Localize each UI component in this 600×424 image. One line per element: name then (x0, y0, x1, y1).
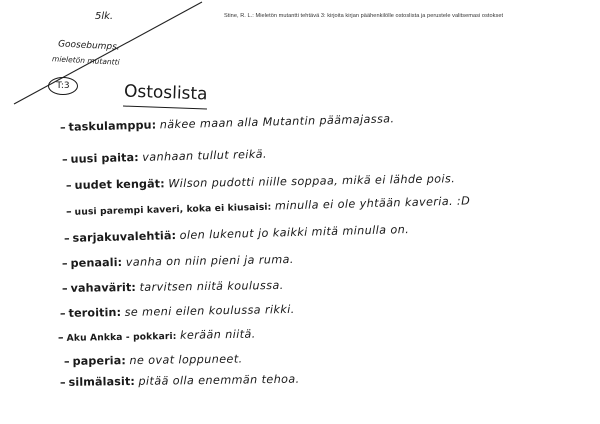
list-bullet: – (57, 330, 64, 344)
list-bullet: – (65, 204, 72, 218)
item-term: Aku Ankka - pokkari: (66, 330, 177, 344)
class-mark: 5lk. (95, 11, 114, 22)
item-reason: olen lukenut jo kaikki mitä minulla on. (179, 222, 410, 242)
item-term: paperia: (72, 354, 127, 368)
item-reason: ne ovat loppuneet. (129, 352, 243, 368)
list-item (66, 172, 455, 192)
item-reason: vanha on niin pieni ja ruma. (125, 252, 294, 269)
item-reason: Wilson pudotti niille soppaa, mikä ei lähde pois. (168, 172, 456, 191)
item-term: penaali: (70, 255, 123, 270)
item-term: teroitin: (68, 305, 122, 320)
item-reason: minulla ei ole yhtään kaveria. :D (274, 194, 471, 213)
list-item (60, 112, 395, 134)
item-reason: kerään niitä. (179, 327, 256, 342)
item-reason: näkee maan alla Mutantin päämajassa. (159, 112, 395, 132)
item-term: uusi paita: (70, 150, 139, 166)
item-term: silmälasit: (68, 374, 136, 389)
list-item (62, 279, 284, 295)
item-reason: vanhaan tullut reikä. (142, 147, 268, 164)
item-term: vahavärit: (70, 280, 137, 295)
page-title: Ostoslista (123, 81, 208, 105)
list-bullet: – (59, 375, 66, 389)
list-item (58, 328, 256, 344)
list-item (60, 373, 300, 389)
item-reason: tarvitsen niitä koulussa. (139, 278, 284, 294)
list-bullet: – (65, 178, 72, 192)
book-title-note: mieletön mutantti (51, 54, 120, 67)
list-bullet: – (59, 120, 66, 134)
list-item (60, 303, 295, 320)
task-number-mark: T:3 (48, 77, 78, 95)
list-item (66, 194, 470, 218)
list-bullet: – (59, 306, 66, 320)
book-series-note: Goosebumps. (57, 39, 120, 53)
item-term: uusi parempi kaveri, koka ei kiusaisi: (74, 201, 272, 218)
list-bullet: – (61, 281, 68, 295)
printed-header: Stine, R. L.: Mieletön mutantti tehtävä 3: kirjoita kirjan päähenkilölle ostoslista ja perustele valitsemasi ostokset (224, 13, 504, 19)
list-bullet: – (63, 354, 70, 368)
item-reason: pitää olla enemmän tehoa. (138, 372, 300, 388)
list-bullet: – (61, 152, 68, 166)
item-reason: se meni eilen koulussa rikki. (124, 302, 295, 319)
list-item (62, 253, 294, 270)
list-bullet: – (61, 256, 68, 270)
list-item (64, 353, 243, 368)
list-item (64, 223, 409, 245)
item-term: uudet kengät: (74, 177, 165, 192)
list-item (62, 148, 267, 166)
item-term: taskulamppu: (68, 118, 157, 134)
item-term: sarjakuvalehtiä: (72, 229, 177, 245)
list-bullet: – (63, 231, 70, 245)
